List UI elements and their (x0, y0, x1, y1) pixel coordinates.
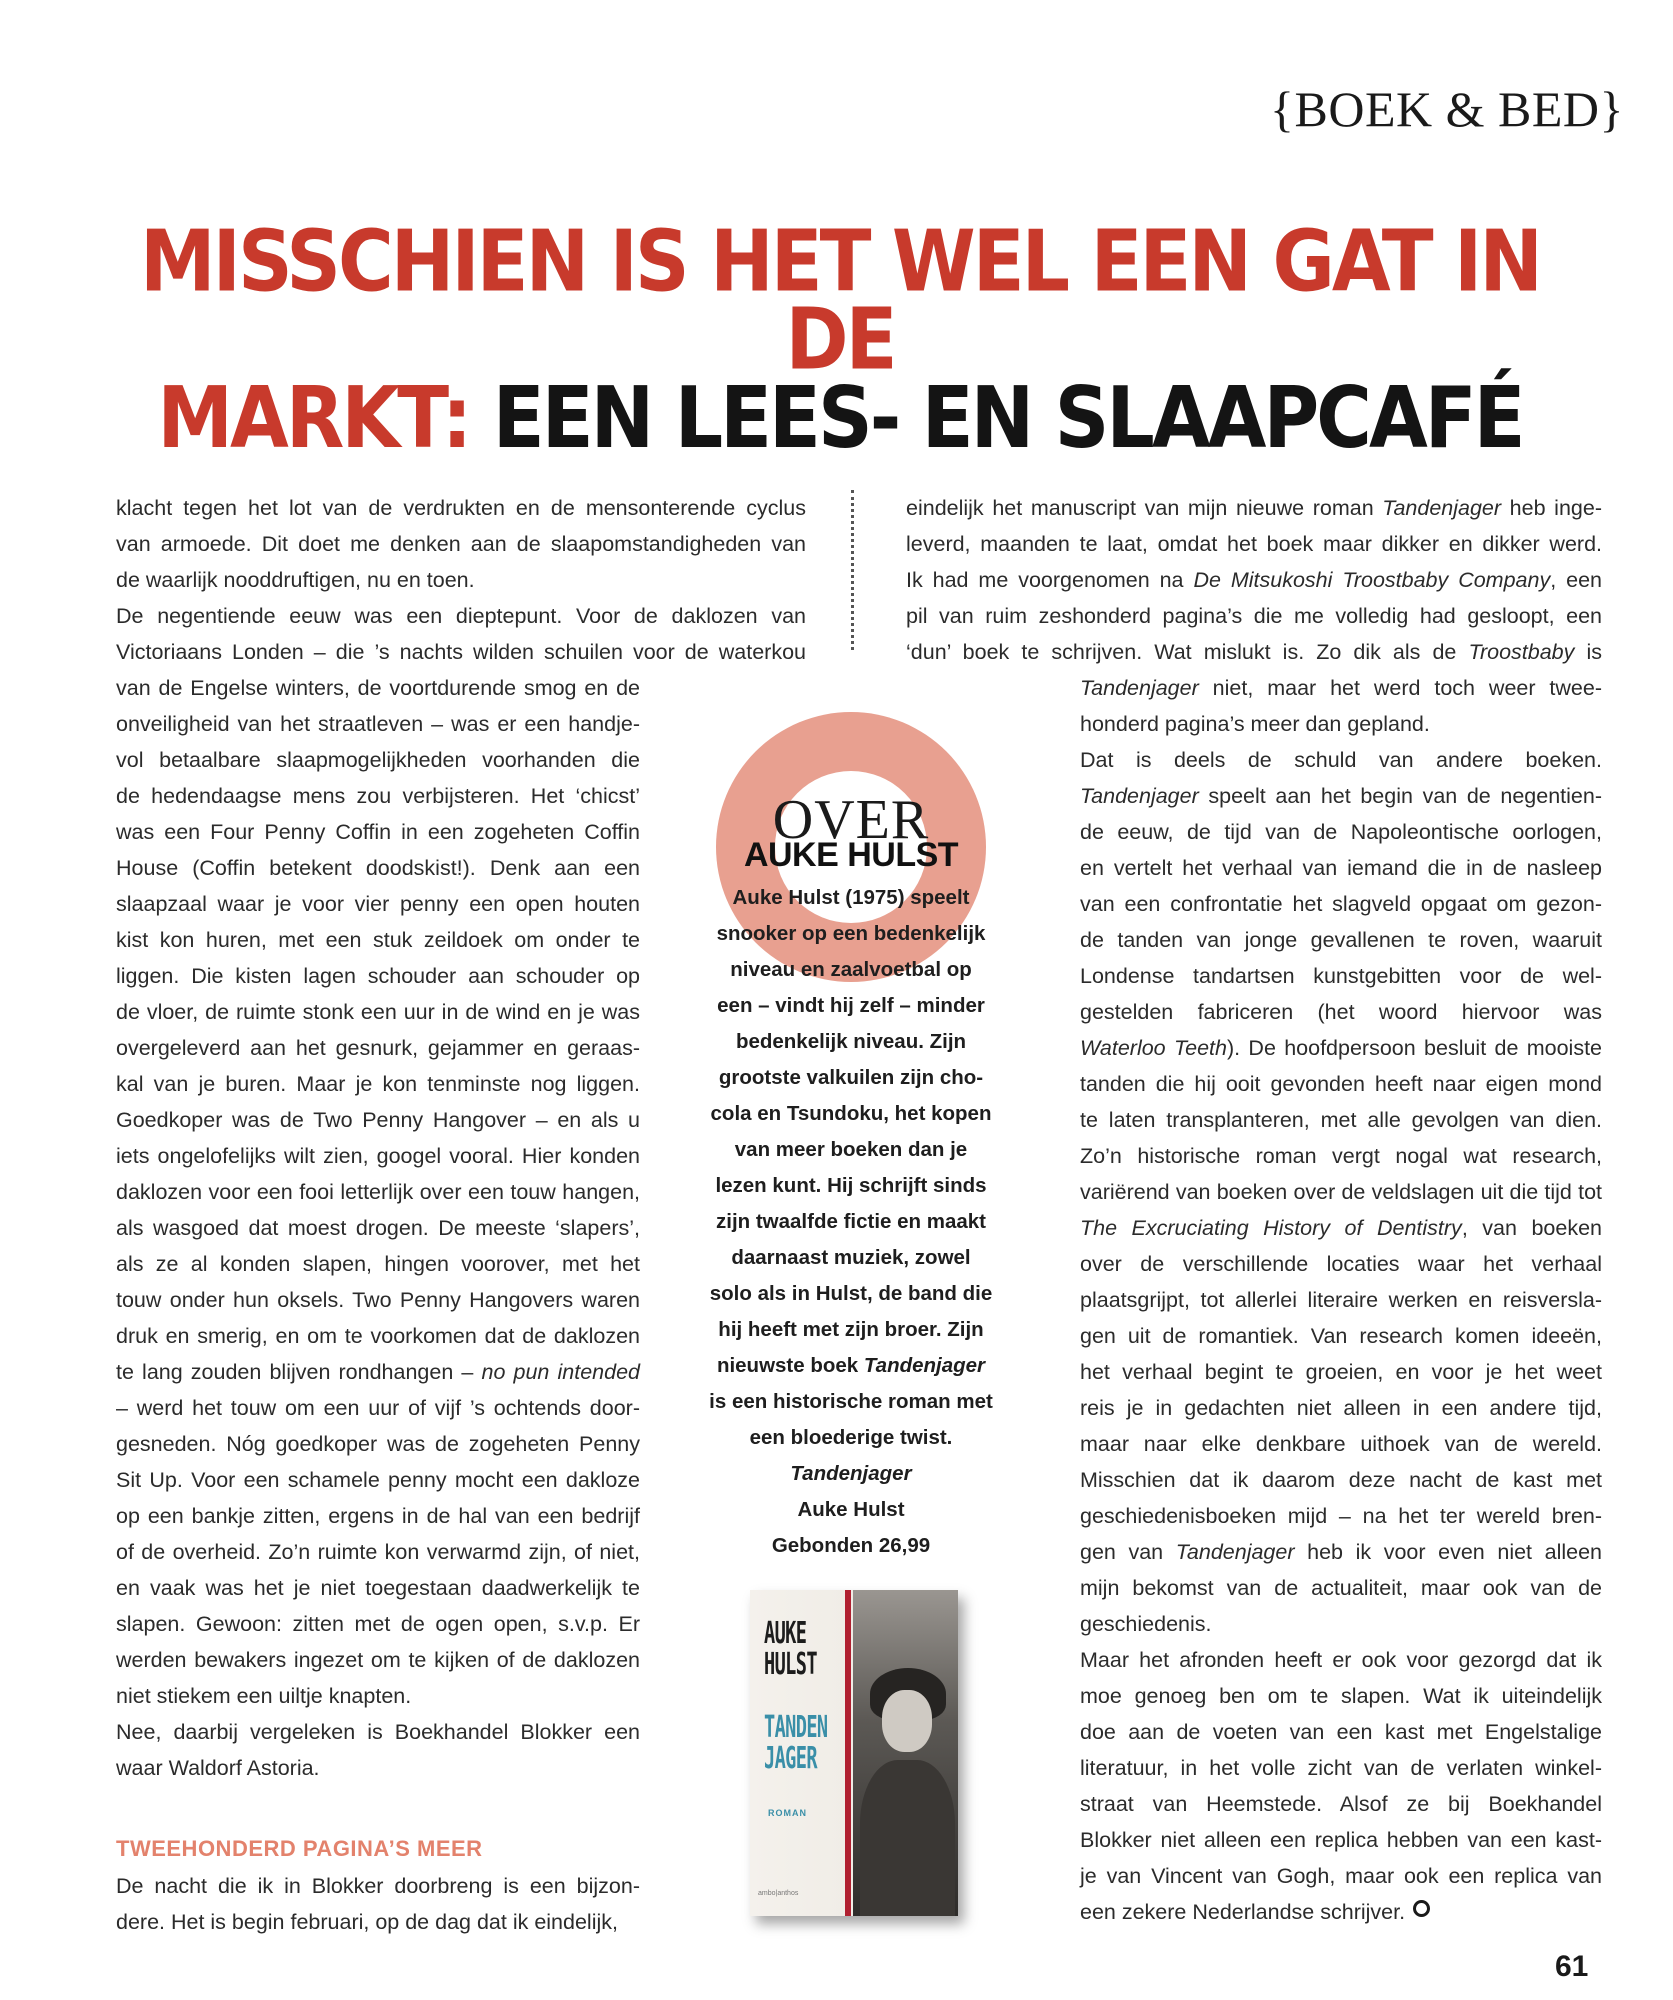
left-line: House (Coffin betekent doodskist!). Denk aan een (116, 856, 640, 880)
end-mark-icon (1413, 1900, 1430, 1917)
left-line: liggen. Die kisten lagen schouder aan schouder op (116, 964, 640, 988)
right-line: de eeuw, de tijd van de Napoleontische oorlogen, (1080, 820, 1602, 844)
bio-line: Auke Hulst (1975) speelt (732, 886, 970, 909)
left-line: druk en smerig, en om te voorkomen dat de daklozen (116, 1324, 640, 1348)
bio-line: hij heeft met zijn broer. Zijn (718, 1318, 984, 1341)
left-line: niet stiekem een uiltje knapten. (116, 1684, 412, 1708)
right-line: literatuur, in het volle zicht van de verlaten winkel- (1080, 1756, 1602, 1780)
left-line: Nee, daarbij vergeleken is Boekhandel Blokker een (116, 1720, 640, 1744)
headline-line1: MISSCHIEN IS HET WEL EEN GAT IN DE (140, 210, 1540, 389)
right-column-top (906, 490, 1602, 670)
left-column (116, 670, 640, 1786)
right-line: Tandenjager speelt aan het begin van de negentien- (1080, 784, 1602, 808)
bio-line: niveau en zaalvoetbal op (730, 958, 972, 981)
right-top-line: eindelijk het manuscript van mijn nieuwe roman Tandenjager heb inge- (906, 496, 1602, 520)
subheading: TWEEHONDERD PAGINA’S MEER (116, 1836, 483, 1861)
bio-line: lezen kunt. Hij schrijft sinds (715, 1174, 987, 1197)
right-line: straat van Heemstede. Alsof ze bij Boekhandel (1080, 1792, 1602, 1816)
right-line: je van Vincent van Gogh, maar ook een replica van (1080, 1864, 1602, 1888)
right-line: tanden die hij ooit gevonden heeft naar eigen mond (1080, 1072, 1602, 1096)
left-line: als ze al konden slapen, hingen voorover, met het (116, 1252, 640, 1276)
left-line: als wasgoed dat moest drogen. De meeste ‘slapers’, (116, 1216, 640, 1240)
bio-book-title: Tandenjager (790, 1462, 912, 1485)
right-line: Maar het afronden heeft er ook voor gezorgd dat ik (1080, 1648, 1602, 1672)
left-line: onveiligheid van het straatleven – was er een handje- (116, 712, 640, 736)
left-bottom-line: De nacht die ik in Blokker doorbreng is een bijzon- (116, 1874, 640, 1898)
right-line: variërend van boeken over de veldslagen uit die tijd tot (1080, 1180, 1602, 1204)
right-line: het verhaal begint te groeien, en voor je het weet (1080, 1360, 1602, 1384)
right-line: de tanden van jonge gevallenen te roven, waaruit (1080, 928, 1602, 952)
right-line: een zekere Nederlandse schrijver. (1080, 1894, 1602, 1930)
left-line: was een Four Penny Coffin in een zogeheten Coffin (116, 820, 640, 844)
left-top-line: Victoriaans Londen – die ’s nachts wilden schuilen voor de waterkou (116, 640, 806, 664)
cover-genre: ROMAN (768, 1808, 807, 1818)
column-divider (851, 490, 854, 650)
bio-book-author: Auke Hulst (797, 1498, 905, 1521)
headline (100, 210, 1580, 468)
author-bio-box (690, 880, 1012, 1564)
left-line: Sit Up. Voor een schamele penny mocht een dakloze (116, 1468, 640, 1492)
left-column-top (116, 490, 806, 670)
left-top-line: van armoede. Dit doet me denken aan de slaapomstandigheden van (116, 532, 806, 556)
bio-line: een bloederige twist. (749, 1426, 953, 1449)
left-line: – werd het touw om een uur of vijf ’s ochtends door- (116, 1396, 640, 1420)
right-top-line: ‘dun’ boek te schrijven. Wat mislukt is. Zo dik als de Troostbaby is (906, 640, 1602, 664)
right-line: maar naar elke denkbare uithoek van de wereld. (1080, 1432, 1602, 1456)
right-line: Londense tandartsen kunstgebitten voor de wel- (1080, 964, 1602, 988)
left-top-line: klacht tegen het lot van de verdrukten en de mensonterende cyclus (116, 496, 806, 520)
bio-book-price: Gebonden 26,99 (771, 1534, 931, 1557)
left-line: waar Waldorf Astoria. (116, 1756, 320, 1780)
right-line: gestelden fabriceren (het woord hiervoor was (1080, 1000, 1602, 1024)
left-line: daklozen voor een fooi letterlijk over een touw hangen, (116, 1180, 640, 1204)
bio-line: zijn twaalfde fictie en maakt (716, 1210, 986, 1233)
cover-figure (860, 1760, 955, 1916)
left-line: slapen. Gewoon: zitten met de ogen open, s.v.p. Er (116, 1612, 640, 1636)
right-line: reis je in gedachten niet alleen in een andere tijd, (1080, 1396, 1602, 1420)
right-line: Misschien dat ik daarom deze nacht de kast met (1080, 1468, 1602, 1492)
section-tag: {BOEK & BED} (1270, 81, 1624, 137)
right-line: Zo’n historische roman vergt nogal wat research, (1080, 1144, 1602, 1168)
sidebar-over-label: OVER (772, 789, 930, 851)
right-line: moe genoeg ben om te slapen. Wat ik uiteindelijk (1080, 1684, 1602, 1708)
left-line: kist kon huren, met een stuk zeildoek om onder te (116, 928, 640, 952)
right-line: te laten transplanteren, met alle gevolgen van dien. (1080, 1108, 1602, 1132)
left-line: de vloer, de ruimte stonk een uur in de wind en je was (116, 1000, 640, 1024)
bio-line: van meer boeken dan je (734, 1138, 968, 1161)
cover-figure-face (882, 1690, 932, 1752)
bio-line: cola en Tsundoku, het kopen (710, 1102, 992, 1125)
cover-title: TANDEN JAGER (764, 1710, 828, 1776)
right-line: gen van Tandenjager heb ik voor even niet alleen (1080, 1540, 1603, 1564)
left-bottom-line: dere. Het is begin februari, op de dag dat ik eindelijk, (116, 1910, 618, 1934)
right-line: plaatsgrijpt, tot allerlei literaire werken en reisversla- (1080, 1288, 1602, 1312)
right-line: geschiedenisboeken mijd – na het ter wereld bren- (1080, 1504, 1602, 1528)
left-line: overgeleverd aan het gesnurk, gejammer en geraas- (116, 1036, 640, 1060)
left-line: iets ongelofelijks wilt zien, googel vooral. Hier konden (116, 1144, 640, 1168)
left-top-line: De negentiende eeuw was een dieptepunt. Voor de daklozen van (116, 604, 806, 628)
left-line: Goedkoper was de Two Penny Hangover – en als u (116, 1108, 640, 1132)
left-line: de hedendaagse mens zou verbijsteren. Het ‘chicst’ (116, 784, 640, 808)
cover-author: AUKE HULST (764, 1616, 817, 1682)
left-line: touw onder hun oksels. Two Penny Hangovers waren (116, 1288, 640, 1312)
left-line: op een bankje zitten, ergens in de hal van een bedrijf (116, 1504, 640, 1528)
right-line: mijn bekomst van de actualiteit, maar ook van de (1080, 1576, 1602, 1600)
bio-line: daarnaast muziek, zowel (731, 1246, 971, 1269)
right-line: honderd pagina’s meer dan gepland. (1080, 712, 1430, 736)
right-line: geschiedenis. (1080, 1612, 1212, 1636)
book-cover-image (750, 1590, 958, 1916)
left-line: van de Engelse winters, de voortdurende smog en de (116, 676, 640, 700)
left-line: kal van je buren. Maar je kon tenminste nog liggen. (116, 1072, 640, 1096)
headline-red-part: MARKT: (157, 367, 470, 468)
right-line: over de verschillende locaties waar het verhaal (1080, 1252, 1602, 1276)
bio-line: een – vindt hij zelf – minder (717, 994, 985, 1017)
right-column (1080, 670, 1602, 1930)
left-column-bottom (116, 1868, 640, 1940)
left-top-line: de waarlijk nooddruftigen, nu en toen. (116, 568, 475, 592)
right-line: gen uit de romantiek. Van research komen ideeën, (1080, 1324, 1602, 1348)
right-line: Dat is deels de schuld van andere boeken. (1080, 748, 1602, 772)
left-line: werden bewakers ingezet om te kijken of de daklozen (116, 1648, 640, 1672)
left-line: gesneden. Nóg goedkoper was de zogeheten Penny (116, 1432, 640, 1456)
right-line: van een confrontatie het slagveld opgaat om gezon- (1080, 892, 1602, 916)
left-line: vol betaalbare slaapmogelijkheden voorhanden die (116, 748, 640, 772)
bio-line: snooker op een bedenkelijk (716, 922, 986, 945)
left-line: of de overheid. Zo’n ruimte kon verwarmd zijn, of niet, (116, 1540, 640, 1564)
cover-publisher: ambo|anthos (758, 1890, 799, 1897)
right-line: en vertelt het verhaal van iemand die in de nasleep (1080, 856, 1602, 880)
sidebar-author-name: AUKE HULST (743, 836, 959, 874)
right-top-line: leverd, maanden te laat, omdat het boek maar dikker en dikker werd. (906, 532, 1602, 556)
right-line: The Excruciating History of Dentistry, van boeken (1080, 1216, 1602, 1240)
left-line: en vaak was het je niet toegestaan daadwerkelijk te (116, 1576, 640, 1600)
right-line: Blokker niet alleen een replica hebben van een kast- (1080, 1828, 1602, 1852)
right-top-line: pil van ruim zeshonderd pagina’s die me volledig had gesloopt, een (906, 604, 1602, 628)
bio-line: is een historische roman met (709, 1390, 993, 1413)
page-number: 61 (1555, 1950, 1589, 1983)
right-line: Waterloo Teeth). De hoofdpersoon besluit de mooiste (1080, 1036, 1603, 1060)
left-line: te lang zouden blijven rondhangen – no pun intended (116, 1360, 640, 1384)
bio-line: nieuwste boek Tandenjager (716, 1354, 986, 1377)
cover-red-stripe (845, 1590, 851, 1916)
bio-line: grootste valkuilen zijn cho- (718, 1066, 984, 1089)
headline-dark-part: EEN LEES- EN SLAAPCAFÉ (492, 367, 1523, 468)
right-top-line: Ik had me voorgenomen na De Mitsukoshi Troostbaby Company, een (906, 568, 1602, 592)
right-line: doe aan de voeten van een kast met Engelstalige (1080, 1720, 1602, 1744)
left-line: slaapzaal waar je voor vier penny een open houten (116, 892, 640, 916)
bio-line: solo als in Hulst, de band die (709, 1282, 993, 1305)
bio-line: bedenkelijk niveau. Zijn (735, 1030, 967, 1053)
right-line: Tandenjager niet, maar het werd toch weer twee- (1080, 676, 1602, 700)
